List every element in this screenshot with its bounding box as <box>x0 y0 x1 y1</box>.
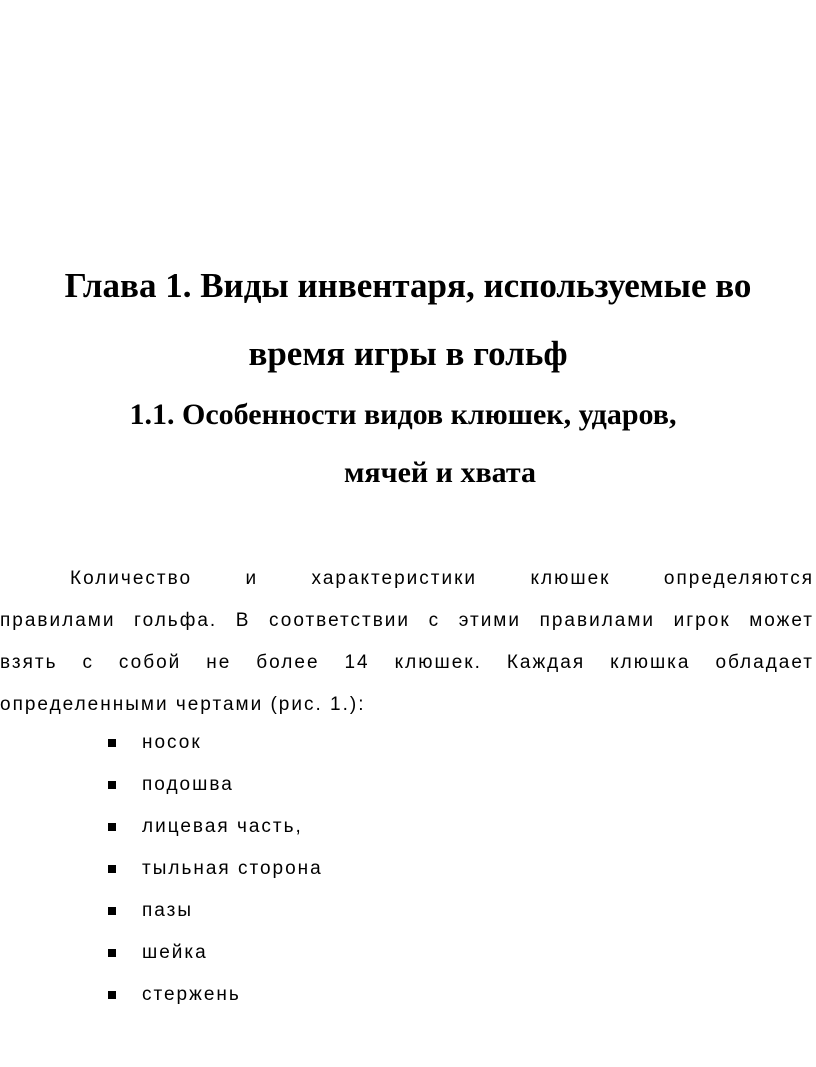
list-item <box>108 932 323 974</box>
club-parts-list <box>108 722 323 1016</box>
paragraph-line: Количество и характеристики клюшек определяются <box>70 568 814 589</box>
square-bullet-icon <box>108 907 116 915</box>
paragraph-line: взять с собой не более 14 клюшек. Каждая клюшка обладает <box>0 652 814 673</box>
square-bullet-icon <box>108 781 116 789</box>
list-item-text: носок <box>142 732 202 753</box>
list-item-text: подошва <box>142 774 234 795</box>
list-item-text: стержень <box>142 984 241 1005</box>
list-item <box>108 722 323 764</box>
chapter-title <box>0 252 816 388</box>
chapter-title-line-2: время игры в гольф <box>248 334 568 373</box>
square-bullet-icon <box>108 823 116 831</box>
square-bullet-icon <box>108 739 116 747</box>
list-item <box>108 764 323 806</box>
list-item <box>108 890 323 932</box>
list-item-text: лицевая часть, <box>142 816 303 837</box>
section-title <box>0 386 816 502</box>
paragraph-line: правилами гольфа. В соответствии с этими правилами игрок может <box>0 610 814 631</box>
section-title-line-2: мячей и хвата <box>344 456 536 489</box>
list-item-text: тыльная сторона <box>142 858 323 879</box>
paragraph-line: определенными чертами (рис. 1.): <box>0 694 366 715</box>
square-bullet-icon <box>108 949 116 957</box>
body-paragraph <box>0 558 814 726</box>
section-title-line-1: 1.1. Особенности видов клюшек, ударов, <box>129 398 677 431</box>
square-bullet-icon <box>108 991 116 999</box>
list-item <box>108 848 323 890</box>
chapter-title-line-1: Глава 1. Виды инвентаря, используемые во <box>64 266 752 305</box>
list-item-text: шейка <box>142 942 208 963</box>
list-item-text: пазы <box>142 900 194 921</box>
list-item <box>108 974 323 1016</box>
list-item <box>108 806 323 848</box>
square-bullet-icon <box>108 865 116 873</box>
